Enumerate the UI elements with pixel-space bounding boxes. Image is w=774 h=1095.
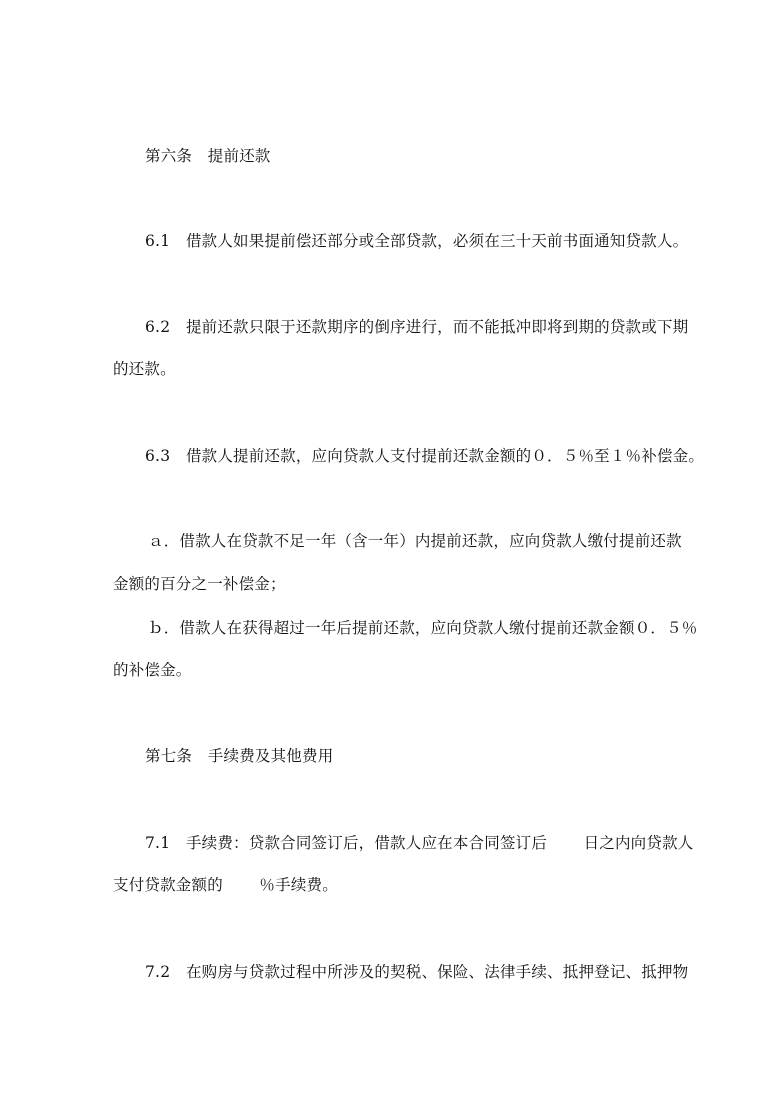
clause-6-3: 6.3 借款人提前还款，应向贷款人支付提前还款金额的０．５％至１％补偿金。 — [145, 447, 705, 465]
item-b-line-2: 的补偿金。 — [113, 661, 192, 679]
clause-7-1-line-2: 支付贷款金额的 ％手续费。 — [113, 876, 338, 894]
item-a-line-1: ａ．借款人在贷款不足一年（含一年）内提前还款，应向贷款人缴付提前还款 — [148, 532, 682, 550]
article-7-heading: 第七条 手续费及其他费用 — [145, 747, 334, 765]
clause-6-2-line-2: 的还款。 — [113, 360, 176, 378]
clause-6-1: 6.1 借款人如果提前偿还部分或全部贷款，必须在三十天前书面通知贷款人。 — [145, 232, 689, 250]
item-a-line-2: 金额的百分之一补偿金； — [113, 575, 286, 593]
clause-7-1-line-1: 7.1 手续费：贷款合同签订后，借款人应在本合同签订后 日之内向贷款人 — [145, 834, 694, 852]
clause-7-2-line-1: 7.2 在购房与贷款过程中所涉及的契税、保险、法律手续、抵押登记、抵押物 — [145, 963, 689, 981]
item-b-line-1: ｂ．借款人在获得超过一年后提前还款，应向贷款人缴付提前还款金额０．５％ — [148, 619, 698, 637]
clause-6-2-line-1: 6.2 提前还款只限于还款期序的倒序进行，而不能抵冲即将到期的贷款或下期 — [145, 318, 689, 336]
article-6-heading: 第六条 提前还款 — [145, 147, 271, 165]
